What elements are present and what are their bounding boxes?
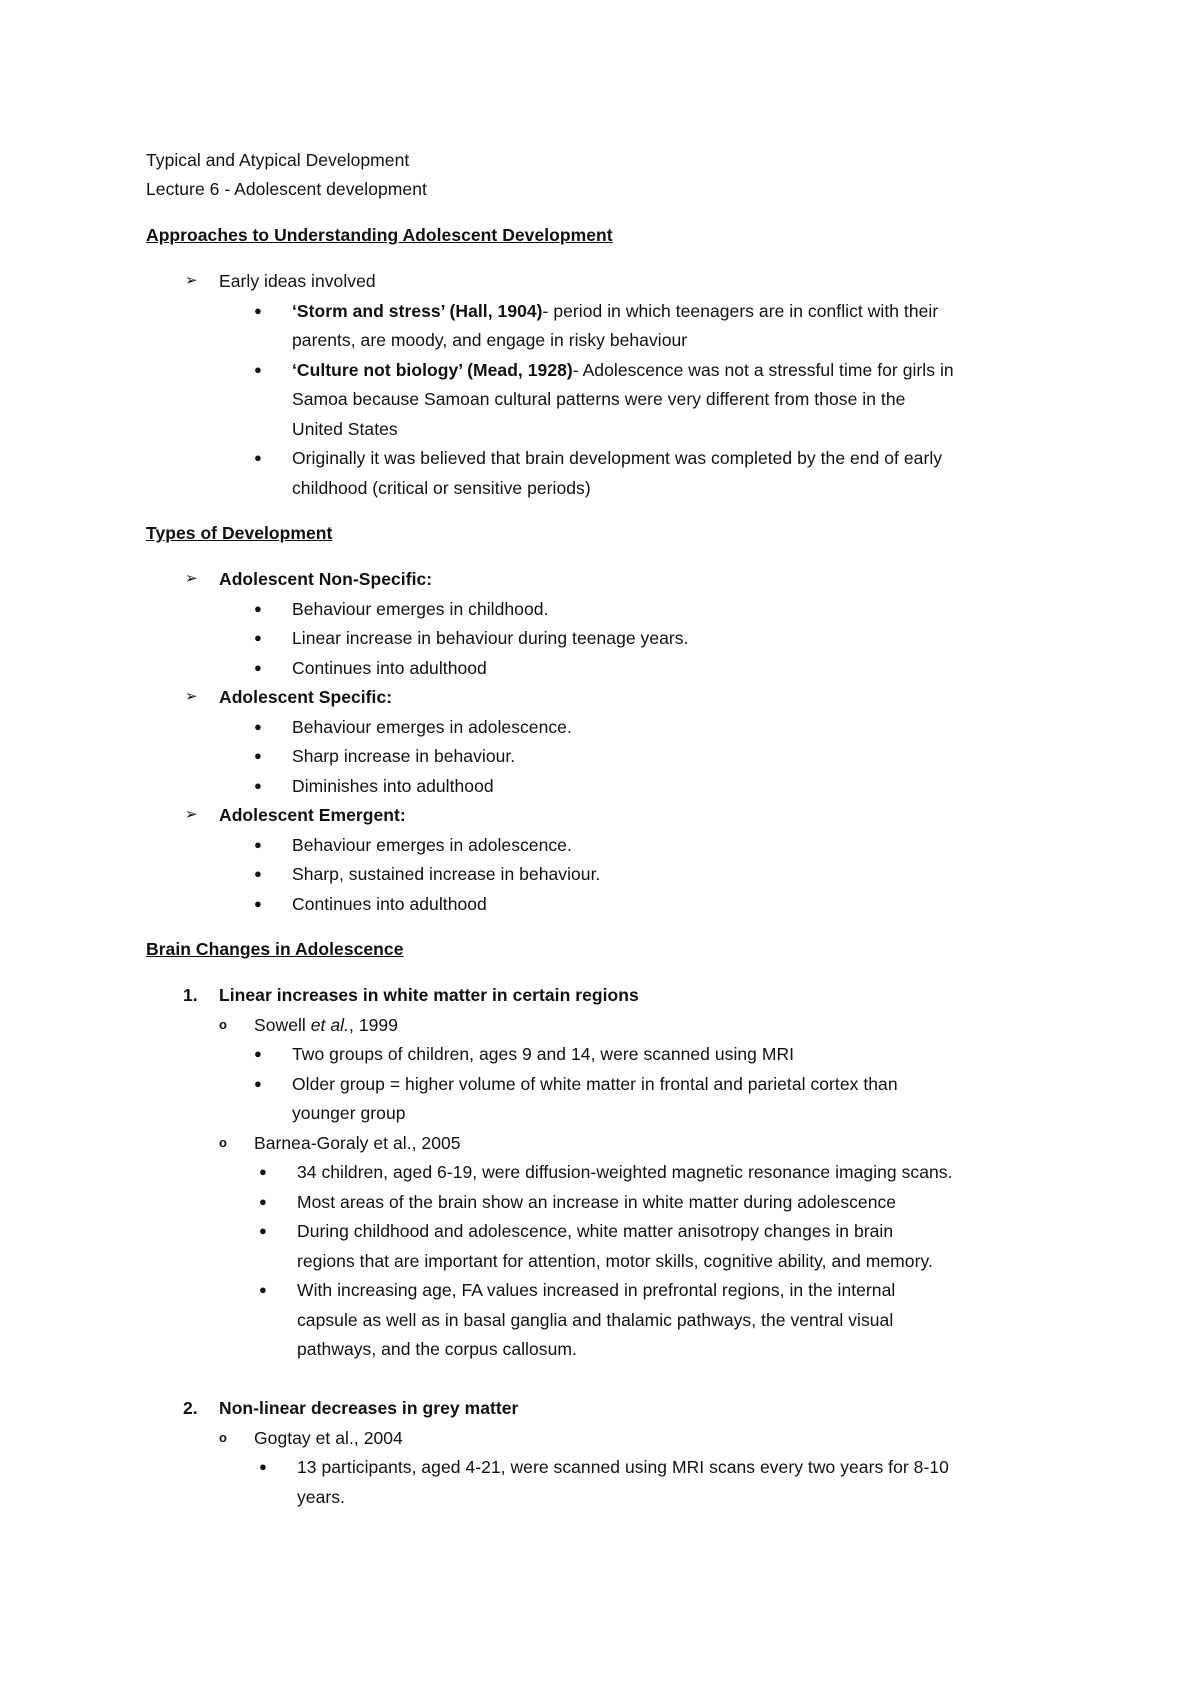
bullet-icon: ●: [254, 303, 262, 318]
bullet-icon: ●: [254, 1076, 262, 1091]
bullet-icon: ●: [254, 837, 262, 852]
study-citation: Barnea-Goraly et al., 2005: [254, 1133, 461, 1153]
list-number: 1.: [183, 985, 198, 1005]
list-item-continuation: Samoa because Samoan cultural patterns were very different from those in the: [292, 389, 906, 409]
circle-bullet-icon: o: [219, 1135, 227, 1150]
list-item-continuation: childhood (critical or sensitive periods): [292, 478, 591, 498]
list-item: ‘Storm and stress’ (Hall, 1904)- period in which teenagers are in conflict with their: [292, 301, 939, 321]
list-item: Originally it was believed that brain development was completed by the end of early: [292, 448, 943, 468]
bullet-icon: ●: [254, 896, 262, 911]
list-item: Diminishes into adulthood: [292, 776, 494, 796]
list-item-continuation: years.: [297, 1487, 345, 1507]
circle-bullet-icon: o: [219, 1017, 227, 1032]
list-item: During childhood and adolescence, white matter anisotropy changes in brain: [297, 1221, 894, 1241]
list-item: Linear increase in behaviour during teenage years.: [292, 628, 689, 648]
list-item-continuation: younger group: [292, 1103, 406, 1123]
arrow-bullet-icon: ➢: [185, 570, 198, 587]
study-citation: Sowell et al., 1999: [254, 1015, 398, 1035]
bullet-icon: ●: [259, 1164, 267, 1179]
list-item: Older group = higher volume of white matter in frontal and parietal cortex than: [292, 1074, 898, 1094]
group-title: Adolescent Specific:: [219, 687, 393, 707]
list-item-continuation: parents, are moody, and engage in risky behaviour: [292, 330, 688, 350]
bullet-icon: ●: [254, 630, 262, 645]
bullet-icon: ●: [254, 450, 262, 465]
section-heading-brain-changes: Brain Changes in Adolescence: [146, 939, 404, 959]
course-title: Typical and Atypical Development: [146, 150, 410, 170]
lecture-title: Lecture 6 - Adolescent development: [146, 179, 427, 199]
bullet-icon: ●: [259, 1223, 267, 1238]
bullet-icon: ●: [254, 866, 262, 881]
bullet-icon: ●: [259, 1194, 267, 1209]
list-item: 34 children, aged 6-19, were diffusion-weighted magnetic resonance imaging scans.: [297, 1162, 953, 1182]
bullet-icon: ●: [254, 601, 262, 616]
list-item: Behaviour emerges in adolescence.: [292, 835, 572, 855]
list-item: Continues into adulthood: [292, 658, 487, 678]
list-item-continuation: pathways, and the corpus callosum.: [297, 1339, 577, 1359]
list-item: Sharp increase in behaviour.: [292, 746, 516, 766]
group-title: Adolescent Non-Specific:: [219, 569, 433, 589]
list-item: Early ideas involved: [219, 271, 376, 291]
list-item: Most areas of the brain show an increase in white matter during adolescence: [297, 1192, 897, 1212]
list-item: 13 participants, aged 4-21, were scanned using MRI scans every two years for 8-10: [297, 1457, 949, 1477]
bullet-icon: ●: [254, 778, 262, 793]
bullet-icon: ●: [259, 1459, 267, 1474]
bullet-icon: ●: [254, 362, 262, 377]
arrow-bullet-icon: ➢: [185, 272, 198, 289]
bullet-icon: ●: [254, 719, 262, 734]
bullet-icon: ●: [259, 1282, 267, 1297]
arrow-bullet-icon: ➢: [185, 688, 198, 705]
bullet-icon: ●: [254, 1046, 262, 1061]
list-item: Behaviour emerges in childhood.: [292, 599, 549, 619]
list-item-continuation: United States: [292, 419, 398, 439]
point-title: Linear increases in white matter in certain regions: [219, 985, 639, 1005]
list-item-continuation: capsule as well as in basal ganglia and thalamic pathways, the ventral visual: [297, 1310, 894, 1330]
list-item: Continues into adulthood: [292, 894, 487, 914]
arrow-bullet-icon: ➢: [185, 806, 198, 823]
bullet-icon: ●: [254, 660, 262, 675]
list-item-continuation: regions that are important for attention, motor skills, cognitive ability, and memory.: [297, 1251, 933, 1271]
study-citation: Gogtay et al., 2004: [254, 1428, 403, 1448]
list-item: With increasing age, FA values increased in prefrontal regions, in the internal: [297, 1280, 896, 1300]
section-heading-approaches: Approaches to Understanding Adolescent Development: [146, 225, 613, 245]
list-number: 2.: [183, 1398, 198, 1418]
circle-bullet-icon: o: [219, 1430, 227, 1445]
section-heading-types: Types of Development: [146, 523, 333, 543]
list-item: Behaviour emerges in adolescence.: [292, 717, 572, 737]
bullet-icon: ●: [254, 748, 262, 763]
list-item: Sharp, sustained increase in behaviour.: [292, 864, 601, 884]
point-title: Non-linear decreases in grey matter: [219, 1398, 519, 1418]
group-title: Adolescent Emergent:: [219, 805, 406, 825]
list-item: ‘Culture not biology’ (Mead, 1928)- Adolescence was not a stressful time for girls in: [292, 360, 954, 380]
list-item: Two groups of children, ages 9 and 14, were scanned using MRI: [292, 1044, 795, 1064]
